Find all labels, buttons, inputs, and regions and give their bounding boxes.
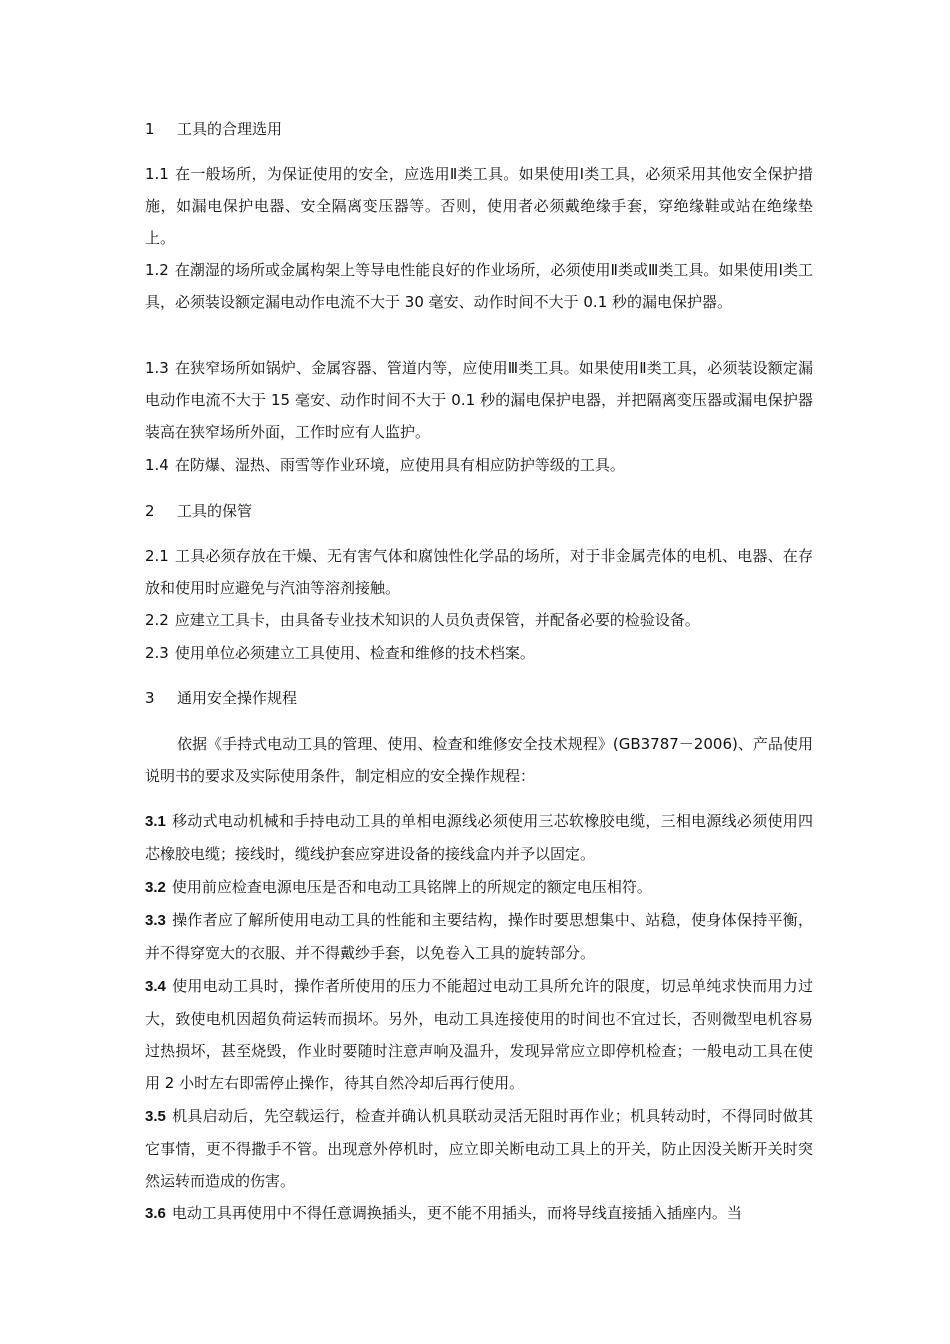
section-heading bbox=[145, 501, 252, 521]
clause-number: 3.5 bbox=[145, 1108, 166, 1125]
section-title: 通用安全操作规程 bbox=[177, 689, 298, 707]
clause-paragraph bbox=[145, 604, 813, 636]
clause-paragraph bbox=[145, 254, 813, 318]
clause-number: 1.3 bbox=[145, 359, 169, 377]
section-number: 2 bbox=[145, 502, 155, 520]
section-title: 工具的合理选用 bbox=[177, 120, 283, 138]
clause-number: 3.3 bbox=[145, 912, 166, 929]
section-heading bbox=[145, 119, 282, 139]
clause-text: 电动工具再使用中不得任意调换插头，更不能不用插头，而将导线直接插入插座内。当 bbox=[171, 1204, 742, 1222]
clause-text: 使用电动工具时，操作者所使用的压力不能超过电动工具所允许的限度，切忌单纯求快而用力过大，致使电机因超负荷运转而损坏。另外，电动工具连接使用的时间也不宜过长，否则微型电机容易过热损坏，甚至烧毁，作业时要随时注意声响及温升，发现异常应立即停机检查；一般电动工具在使用 2 小时左右即需停止操作，待其自然冷却后再行使用。 bbox=[145, 977, 813, 1092]
clause-paragraph bbox=[145, 1197, 813, 1230]
clause-number: 3.6 bbox=[145, 1205, 166, 1222]
clause-paragraph bbox=[145, 1100, 813, 1197]
clause-text: 机具启动后，先空载运行，检查并确认机具联动灵活无阻时再作业；机具转动时，不得同时做其它事情，更不得撒手不管。出现意外停机时，应立即关断电动工具上的开关，防止因没关断开关时突然运转而造成的伤害。 bbox=[145, 1107, 813, 1190]
intro-paragraph: 依据《手持式电动工具的管理、使用、检查和维修安全技术规程》(GB3787－2006)、产品使用说明书的要求及实际使用条件，制定相应的安全操作规程： bbox=[145, 735, 813, 785]
clause-number: 1.1 bbox=[145, 165, 169, 183]
clause-number: 2.1 bbox=[145, 547, 169, 565]
clause-paragraph bbox=[145, 805, 813, 870]
section-title: 工具的保管 bbox=[177, 502, 253, 520]
clause-text: 操作者应了解所使用电动工具的性能和主要结构，操作时要思想集中、站稳，使身体保持平衡，并不得穿宽大的衣服、并不得戴纱手套，以免卷入工具的旋转部分。 bbox=[145, 911, 813, 962]
clause-text: 在狭窄场所如锅炉、金属容器、管道内等，应使用Ⅲ类工具。如果使用Ⅱ类工具，必须装设额定漏电动作电流不大于 15 毫安、动作时间不大于 0.1 秒的漏电保护电器，并把隔离变压器或漏电保护器装高在狭窄场所外面，工作时应有人监护。 bbox=[145, 359, 813, 441]
clause-paragraph bbox=[145, 158, 813, 254]
clause-number: 2.2 bbox=[145, 611, 169, 629]
clause-number: 3.2 bbox=[145, 879, 166, 896]
clause-text: 使用前应检查电源电压是否和电动工具铭牌上的所规定的额定电压相符。 bbox=[171, 878, 652, 896]
section-number: 3 bbox=[145, 689, 155, 707]
clause-number: 3.1 bbox=[145, 813, 166, 830]
clause-paragraph bbox=[145, 970, 813, 1099]
clause-text: 在防爆、湿热、雨雪等作业环境，应使用具有相应防护等级的工具。 bbox=[174, 456, 625, 474]
clause-paragraph bbox=[145, 871, 813, 904]
clause-text: 应建立工具卡，由具备专业技术知识的人员负责保管，并配备必要的检验设备。 bbox=[174, 611, 700, 629]
clause-number: 2.3 bbox=[145, 644, 169, 662]
clause-paragraph bbox=[145, 637, 813, 669]
clause-number: 1.4 bbox=[145, 456, 169, 474]
clause-text: 工具必须存放在干燥、无有害气体和腐蚀性化学品的场所，对于非金属壳体的电机、电器、在存放和使用时应避免与汽油等溶剂接触。 bbox=[145, 547, 813, 597]
section-number: 1 bbox=[145, 120, 155, 138]
clause-text: 在一般场所，为保证使用的安全，应选用Ⅱ类工具。如果使用Ⅰ类工具，必须采用其他安全保护措施，如漏电保护电器、安全隔离变压器等。否则，使用者必须戴绝缘手套，穿绝缘鞋或站在绝缘垫上。 bbox=[145, 165, 813, 247]
clause-paragraph bbox=[145, 540, 813, 604]
clause-text: 移动式电动机械和手持电动工具的单相电源线必须使用三芯软橡胶电缆，三相电源线必须使用四芯橡胶电缆；接线时，缆线护套应穿进设备的接线盒内并予以固定。 bbox=[145, 812, 813, 863]
clause-paragraph bbox=[145, 904, 813, 969]
clause-paragraph bbox=[145, 352, 813, 448]
clause-number: 3.4 bbox=[145, 978, 166, 995]
clause-text: 在潮湿的场所或金属构架上等导电性能良好的作业场所，必须使用Ⅱ类或Ⅲ类工具。如果使用Ⅰ类工具，必须装设额定漏电动作电流不大于 30 毫安、动作时间不大于 0.1 秒的漏电保护器。 bbox=[145, 261, 813, 311]
section-heading bbox=[145, 688, 297, 708]
clause-paragraph bbox=[145, 449, 813, 481]
clause-number: 1.2 bbox=[145, 261, 169, 279]
clause-text: 使用单位必须建立工具使用、检查和维修的技术档案。 bbox=[174, 644, 535, 662]
